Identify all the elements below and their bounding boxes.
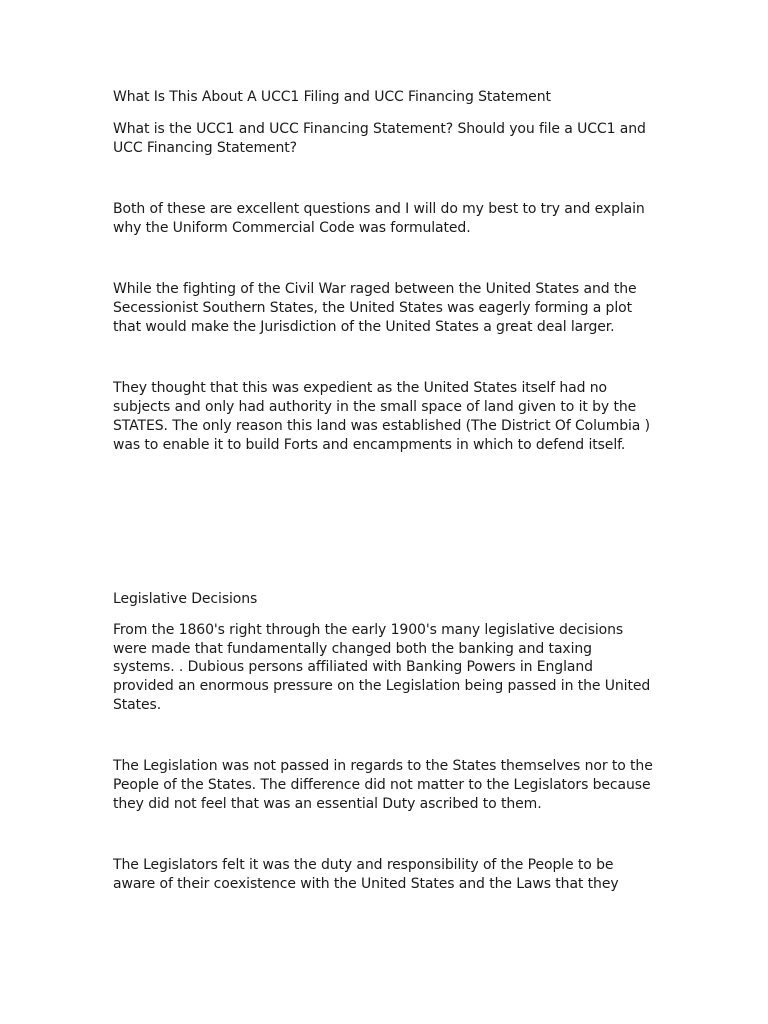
paragraph-line: why the Uniform Commercial Code was formulated. bbox=[113, 220, 471, 236]
paragraph-line: From the 1860's right through the early 1900's many legislative decisions bbox=[113, 622, 624, 638]
paragraph-line: provided an enormous pressure on the Legislation being passed in the United bbox=[113, 678, 651, 694]
paragraph-line: The Legislation was not passed in regards to the States themselves nor to the bbox=[113, 758, 653, 774]
paragraph-line: subjects and only had authority in the small space of land given to it by the bbox=[113, 399, 637, 415]
paragraph-line: States. bbox=[113, 697, 162, 713]
section-heading: Legislative Decisions bbox=[113, 591, 258, 607]
document-title: What Is This About A UCC1 Filing and UCC Financing Statement bbox=[113, 89, 551, 105]
paragraph-line: They thought that this was expedient as the United States itself had no bbox=[113, 380, 607, 396]
paragraph-line: that would make the Jurisdiction of the United States a great deal larger. bbox=[113, 319, 615, 335]
paragraph-line: STATES. The only reason this land was established (The District Of Columbia ) bbox=[113, 418, 651, 434]
paragraph-line: Both of these are excellent questions and I will do my best to try and explain bbox=[113, 201, 645, 217]
paragraph-line: What is the UCC1 and UCC Financing Statement? Should you file a UCC1 and bbox=[113, 121, 646, 137]
paragraph-line: UCC Financing Statement? bbox=[113, 140, 297, 156]
paragraph-line: People of the States. The difference did not matter to the Legislators because bbox=[113, 777, 651, 793]
paragraph-line: The Legislators felt it was the duty and responsibility of the People to be bbox=[113, 857, 614, 873]
paragraph-line: was to enable it to build Forts and encampments in which to defend itself. bbox=[113, 437, 626, 453]
paragraph-line: they did not feel that was an essential Duty ascribed to them. bbox=[113, 796, 542, 812]
paragraph-line: While the fighting of the Civil War raged between the United States and the bbox=[113, 281, 637, 297]
paragraph-line: systems. . Dubious persons affiliated with Banking Powers in England bbox=[113, 659, 593, 675]
paragraph-line: were made that fundamentally changed both the banking and taxing bbox=[113, 641, 592, 657]
paragraph-line: Secessionist Southern States, the United States was eagerly forming a plot bbox=[113, 300, 632, 316]
paragraph-line: aware of their coexistence with the United States and the Laws that they bbox=[113, 876, 619, 892]
